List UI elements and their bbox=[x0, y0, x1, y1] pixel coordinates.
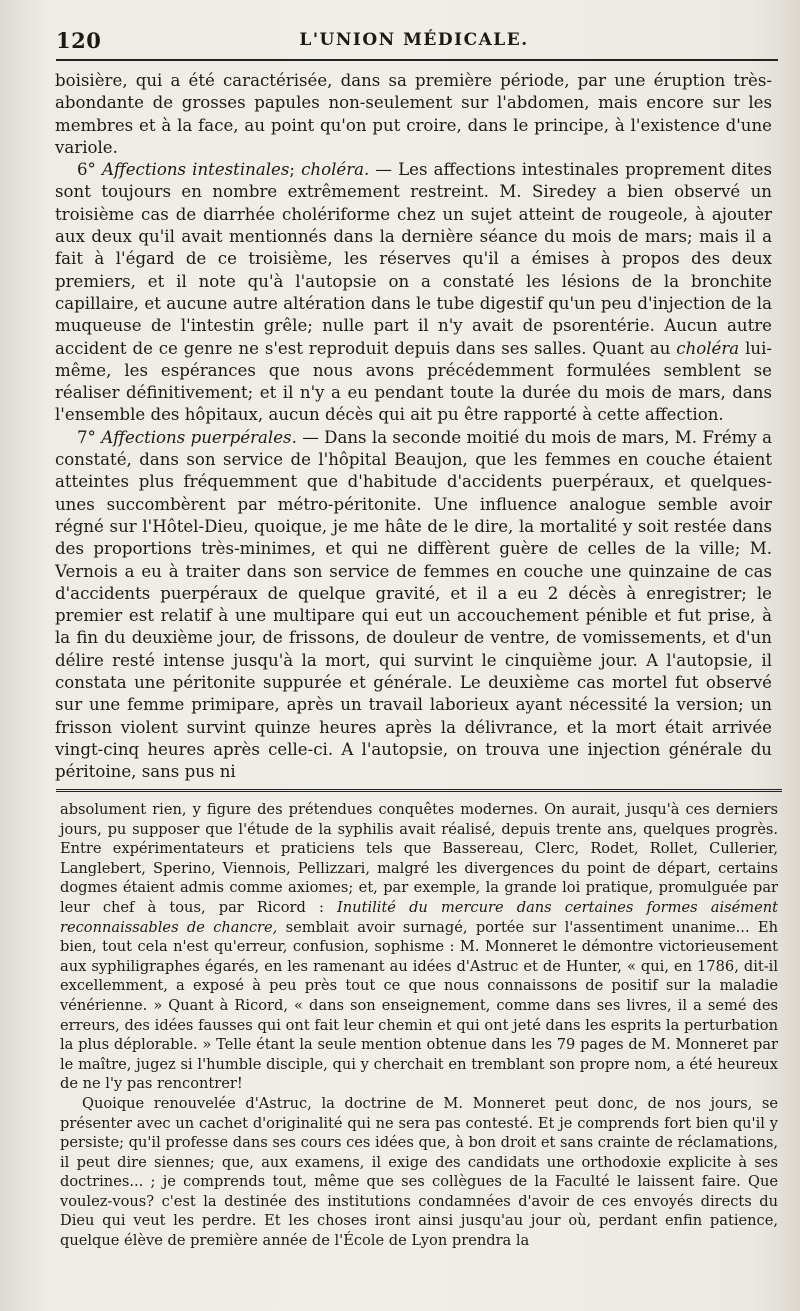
feuilleton-text-b: semblait avoir surnagé, portée sur l'assentiment unanime... Eh bien, tout cela n'est qu'erreur, confusion, sophisme : M. Monneret le démontre victorieusement aux syphiligraphes égarés, en les ramenant au idées d'Astruc et de Hunter, « qui, en 1786, dit-il excellemment, a exposé à peu près tout ce que nous connaissons de positif sur la maladie vénérienne. » Quant à Ricord, « dans son enseignement, comme dans ses livres, il a semé des erreurs, des idées fausses qui ont fait leur chemin et qui ont jeté dans les esprits la perturbation la plus déplorable. » Telle étant la seule mention obtenue dans les 79 pages de M. Monneret par le maître, jugez si l'humble disciple, qui y cherchait en tremblant son propre nom, a été heureux de ne l'y pas rencontrer! bbox=[60, 918, 778, 1093]
paragraph-intestinal-affections bbox=[55, 159, 772, 427]
section-separator: ; bbox=[289, 160, 302, 180]
section-title: Affections puerpérales. bbox=[101, 427, 297, 447]
page-number: 120 bbox=[56, 28, 102, 53]
italic-term: choléra bbox=[676, 338, 740, 358]
feuilleton-paragraph-1 bbox=[60, 800, 778, 1094]
paragraph-puerperal-affections bbox=[55, 427, 772, 784]
feuilleton-text bbox=[60, 800, 778, 1251]
paragraph-text-end: lui-même, les espérances que nous avons précédemment formulées semblent se réaliser définitivement; et il n'y a eu pendant toute la durée du mois de mars, dans l'ensemble des hôpitaux, aucun décès qui ait pu être rapporté à cette affection. bbox=[55, 338, 772, 425]
section-number: 6° bbox=[77, 160, 96, 180]
feuilleton-text-a: absolument rien, y figure des prétendues conquêtes modernes. On aurait, jusqu'à ces derniers jours, pu supposer que l'étude de la syphilis avait réalisé, depuis trente ans, quelques progrès. Entre expérimentateurs et praticiens tels que Bassereau, Clerc, Rodet, Rollet, Cullerier, Langlebert, Sperino, Viennois, Pellizzari, malgré les divergences du point de départ, certains dogmes étaient admis comme axiomes; et, par exemple, la grande loi pratique, promulguée par leur chef à tous, par Ricord : bbox=[60, 801, 778, 916]
feuilleton-rule bbox=[56, 789, 782, 794]
header-rule bbox=[56, 59, 778, 61]
feuilleton-paragraph-2: Quoique renouvelée d'Astruc, la doctrine de M. Monneret peut donc, de nos jours, se présenter avec un cachet d'originalité qui ne sera pas contesté. Et je comprends fort bien qu'il y persiste; qu'il professe dans ses cours ces idées que, à bon droit et sans crainte de réclamations, il peut dire siennes; que, aux examens, il exige des candidats une orthodoxie explicite à ses doctrines... ; je comprends tout, même que ses collègues de la Faculté le laissent faire. Que voulez-vous? c'est la destinée des institutions condamnées d'avoir de ces envoyés directs du Dieu qui veut les perdre. Et les choses iront ainsi jusqu'au jour où, perdant enfin patience, quelque élève de première année de l'École de Lyon prendra la bbox=[60, 1094, 778, 1250]
paragraph-continuation: boisière, qui a été caractérisée, dans sa première période, par une éruption très-abondante de grosses papules non-seulement sur l'abdomen, mais encore sur les membres et à la face, au point qu'on put croire, dans le principe, à l'existence d'une variole. bbox=[55, 71, 772, 157]
main-text bbox=[55, 70, 772, 784]
feuilleton-italic-quote: Inutilité du mercure dans certaines formes aisément reconnaissables de chancre, bbox=[60, 898, 778, 936]
page-header bbox=[48, 18, 780, 58]
paragraph-text: — Les affections intestinales proprement dites sont toujours en nombre extrêmement restreint. M. Siredey a bien observé un troisième cas de diarrhée cholériforme chez un sujet atteint de rougeole, à ajouter aux deux qu'il avait mentionnés dans la dernière séance du mois de mars; mais il a fait à l'égard de ce troisième, les réserves qu'il a émises à propos des deux premiers, et il note qu'à l'autopsie on a constaté les lésions de la bronchite capillaire, et aucune autre altération dans le tube digestif qu'un peu d'injection de la muqueuse de l'intestin grêle; nulle part il n'y avait de psorentérie. Aucun autre accident de ce genre ne s'est reproduit depuis dans ses salles. Quant au bbox=[55, 160, 772, 358]
section-title: Affections intestinales bbox=[102, 160, 290, 180]
section-number: 7° bbox=[77, 427, 96, 447]
section-subtitle: choléra. bbox=[301, 160, 370, 180]
paragraph-text: — Dans la seconde moitié du mois de mars, M. Frémy a constaté, dans son service de l'hôpital Beaujon, que les femmes en couche étaient atteintes plus fréquemment que d'habitude d'accidents puerpéraux, et quelques-unes succombèrent par métro-péritonite. Une influence analogue semble avoir régné sur l'Hôtel-Dieu, quoique, je me hâte de le dire, la mortalité y soit restée dans des proportions très-minimes, et qui ne diffèrent guère de celles de la ville; M. Vernois a eu à traiter dans son service de femmes en couche une quinzaine de cas d'accidents puerpéraux de quelque gravité, et il a eu 2 décès à enregistrer; le premier est relatif à une multipare qui eut un accouchement pénible et fut prise, à la fin du deuxième jour, de frissons, de douleur de ventre, de vomissements, et d'un délire resté intense jusqu'à la mort, qui survint le cinquième jour. A l'autopsie, il constata une péritonite suppurée et générale. Le deuxième cas mortel fut observé sur une femme primipare, après un travail laborieux ayant nécessité la version; un frisson violent survint quinze heures après la délivrance, et la mort était arrivée vingt-cinq heures après celle-ci. A l'autopsie, on trouva une injection générale du péritoine, sans pus ni bbox=[55, 427, 772, 782]
running-title: L'UNION MÉDICALE. bbox=[299, 30, 529, 50]
